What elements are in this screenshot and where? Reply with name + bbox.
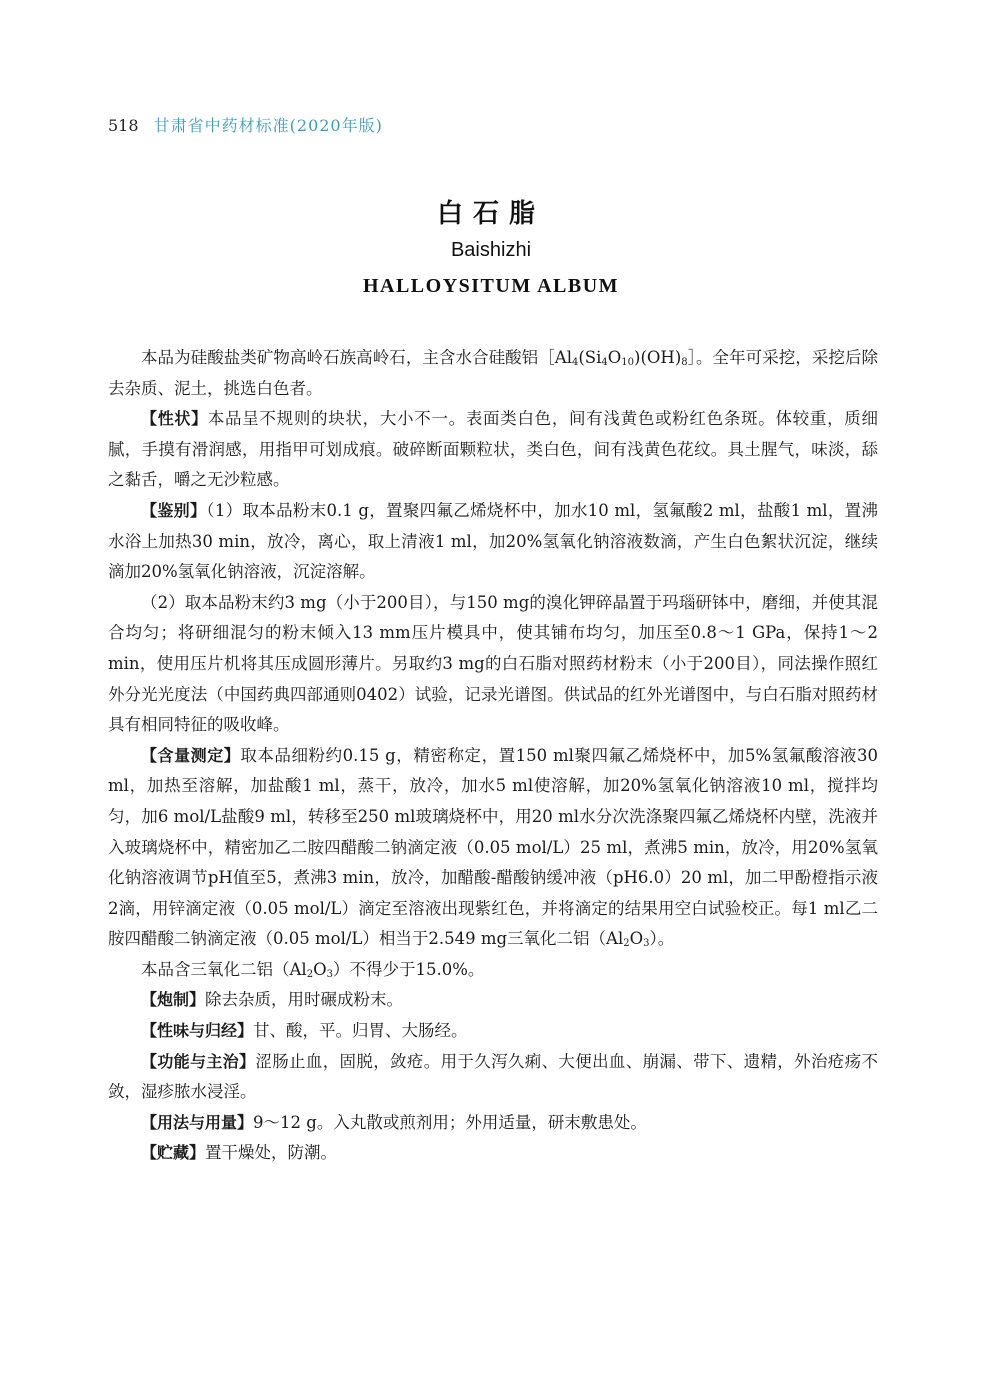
section-label: 【含量测定】 (141, 745, 241, 765)
section-gongneng (108, 1047, 878, 1108)
running-title: 甘肃省中药材标准(2020年版) (153, 116, 383, 135)
section-text: 置干燥处，防潮。 (205, 1143, 338, 1163)
page-number: 518 (108, 116, 139, 135)
section-jianbie-2 (108, 588, 878, 741)
section-label: 【功能与主治】 (141, 1051, 256, 1071)
section-hanliang: 【含量测定】取本品细粉约0.15 g，精密称定，置150 ml聚四氟乙烯烧杯中，加5%氢氟酸溶液30 ml，加热至溶解，加盐酸1 ml，蒸干，放冷，加水5 ml使溶解，加20%氢氧化钠溶液10 ml，搅拌均匀，加6 mol/L盐酸9 ml，转移至250 ml玻璃烧杯中，用20 ml水分次洗涤聚四氟乙烯烧杯内壁，洗液并入玻璃烧杯中，精密加乙二胺四醋酸二钠滴定液（0.05 mol/L）25 ml，煮沸5 min，放冷，用20%氢氧化钠溶液调节pH值至5，煮沸3 min，放冷，加醋酸-醋酸钠缓冲液（pH6.0）20 ml，加二甲酚橙指示液2滴，用锌滴定液（0.05 mol/L）滴定至溶液出现紫红色，并将滴定的结果用空白试验校正。每1 ml乙二胺四醋酸二钠滴定液（0.05 mol/L）相当于2.549 mg三氧化二铝$(Al_2O_3)$。 (108, 745, 878, 950)
section-zhucang (108, 1138, 878, 1169)
section-jianbie (108, 496, 878, 588)
page-header (108, 116, 383, 136)
section-paozhi (108, 985, 878, 1016)
section-label: 【用法与用量】 (141, 1112, 254, 1132)
section-xingzhuang (108, 404, 878, 496)
section-text: 9～12 g。入丸散或煎剂用；外用适量，研末敷患处。 (253, 1112, 647, 1132)
section-label: 【性状】 (141, 409, 208, 429)
section-text: （1）取本品粉末0.1 g，置聚四氟乙烯烧杯中，加水10 ml，氢氟酸2 ml，盐酸1 ml，置沸水浴上加热30 min，放冷，离心，取上清液1 ml，加20%氢氧化钠溶液数滴，产生白色絮状沉淀，继续滴加20%氢氧化钠溶液，沉淀溶解。 (108, 500, 878, 582)
section-text: 取本品细粉约0.15 g，精密称定，置150 ml聚四氟乙烯烧杯中，加5%氢氟酸溶液30 ml，加热至溶解，加盐酸1 ml，蒸干，放冷，加水5 ml使溶解，加20%氢氧化钠溶液10 ml，搅拌均匀，加6 mol/L盐酸9 ml，转移至250 ml玻璃烧杯中，用20 ml水分次洗涤聚四氟乙烯烧杯内壁，洗液并入玻璃烧杯中，精密加乙二胺四醋酸二钠滴定液（0.05 mol/L）25 ml，煮沸5 min，放冷，用20%氢氧化钠溶液调节pH值至5，煮沸3 min，放冷，加醋酸-醋酸钠缓冲液（pH6.0）20 ml，加二甲酚橙指示液2滴，用锌滴定液（0.05 mol/L）滴定至溶液出现紫红色，并将滴定的结果用空白试验校正。每1 ml乙二胺四醋酸二钠滴定液（0.05 mol/L）相当于2.549 mg三氧化二铝（ (108, 745, 878, 949)
intro-text: 本品为硅酸盐类矿物高岭石族高岭石，主含水合硅酸铝［ (141, 348, 555, 367)
section-xingwei (108, 1016, 878, 1047)
title-chinese: 白石脂 (436, 199, 545, 229)
section-yongfa (108, 1108, 878, 1139)
section-text: 甘、酸，平。归胃、大肠经。 (253, 1021, 468, 1041)
monograph-body (108, 343, 878, 1169)
chemical-formula: $Al_4(Si_4O_{10})(OH)_8$ (554, 348, 688, 368)
section-text: 本品呈不规则的块状，大小不一。表面类白色，间有浅黄色或粉红色条斑。体较重，质细腻，手摸有滑润感，用指甲可划成痕。破碎断面颗粒状，类白色，间有浅黄色花纹。具土腥气，味淡，舔之黏舌，嚼之无沙粒感。 (108, 409, 878, 490)
content-limit: 本品含三氧化二铝$(Al_2O_3)$不得少于15.0%。 (141, 959, 485, 980)
chemical-formula: $Al_2O_3$ (289, 959, 333, 980)
section-text: （2）取本品粉末约3 mg（小于200目），与150 mg的溴化钾碎晶置于玛瑙研钵中，磨细，并使其混合均匀；将研细混匀的粉末倾入13 mm压片模具中，使其铺布均匀，加压至0.8～1 GPa，保持1～2 min，使用压片机将其压成圆形薄片。另取约3 mg的白石脂对照药材粉末（小于200目），同法操作照红外分光光度法（中国药典四部通则0402）试验，记录光谱图。供试品的红外光谱图中，与白石脂对照药材具有相同特征的吸收峰。 (108, 592, 878, 735)
chemical-formula: $Al_2O_3$ (606, 929, 650, 950)
section-label: 【炮制】 (141, 990, 206, 1010)
section-text: 涩肠止血，固脱，敛疮。用于久泻久痢、大便出血、崩漏、带下、遗精，外治疮疡不敛，湿疹脓水浸淫。 (108, 1051, 878, 1102)
intro-paragraph (108, 343, 878, 404)
title-pinyin: Baishizhi (450, 239, 532, 261)
section-label: 【贮藏】 (141, 1143, 206, 1163)
title-latin: HALLOYSITUM ALBUM (362, 275, 620, 297)
section-label: 【鉴别】 (141, 500, 207, 520)
section-text: 除去杂质，用时碾成粉末。 (205, 990, 404, 1010)
intro-text-end: ］。全年可采挖，采挖后除去杂质、泥土，挑选白色者。 (108, 348, 879, 398)
monograph-title-block (0, 196, 982, 300)
section-label: 【性味与归经】 (141, 1021, 254, 1041)
